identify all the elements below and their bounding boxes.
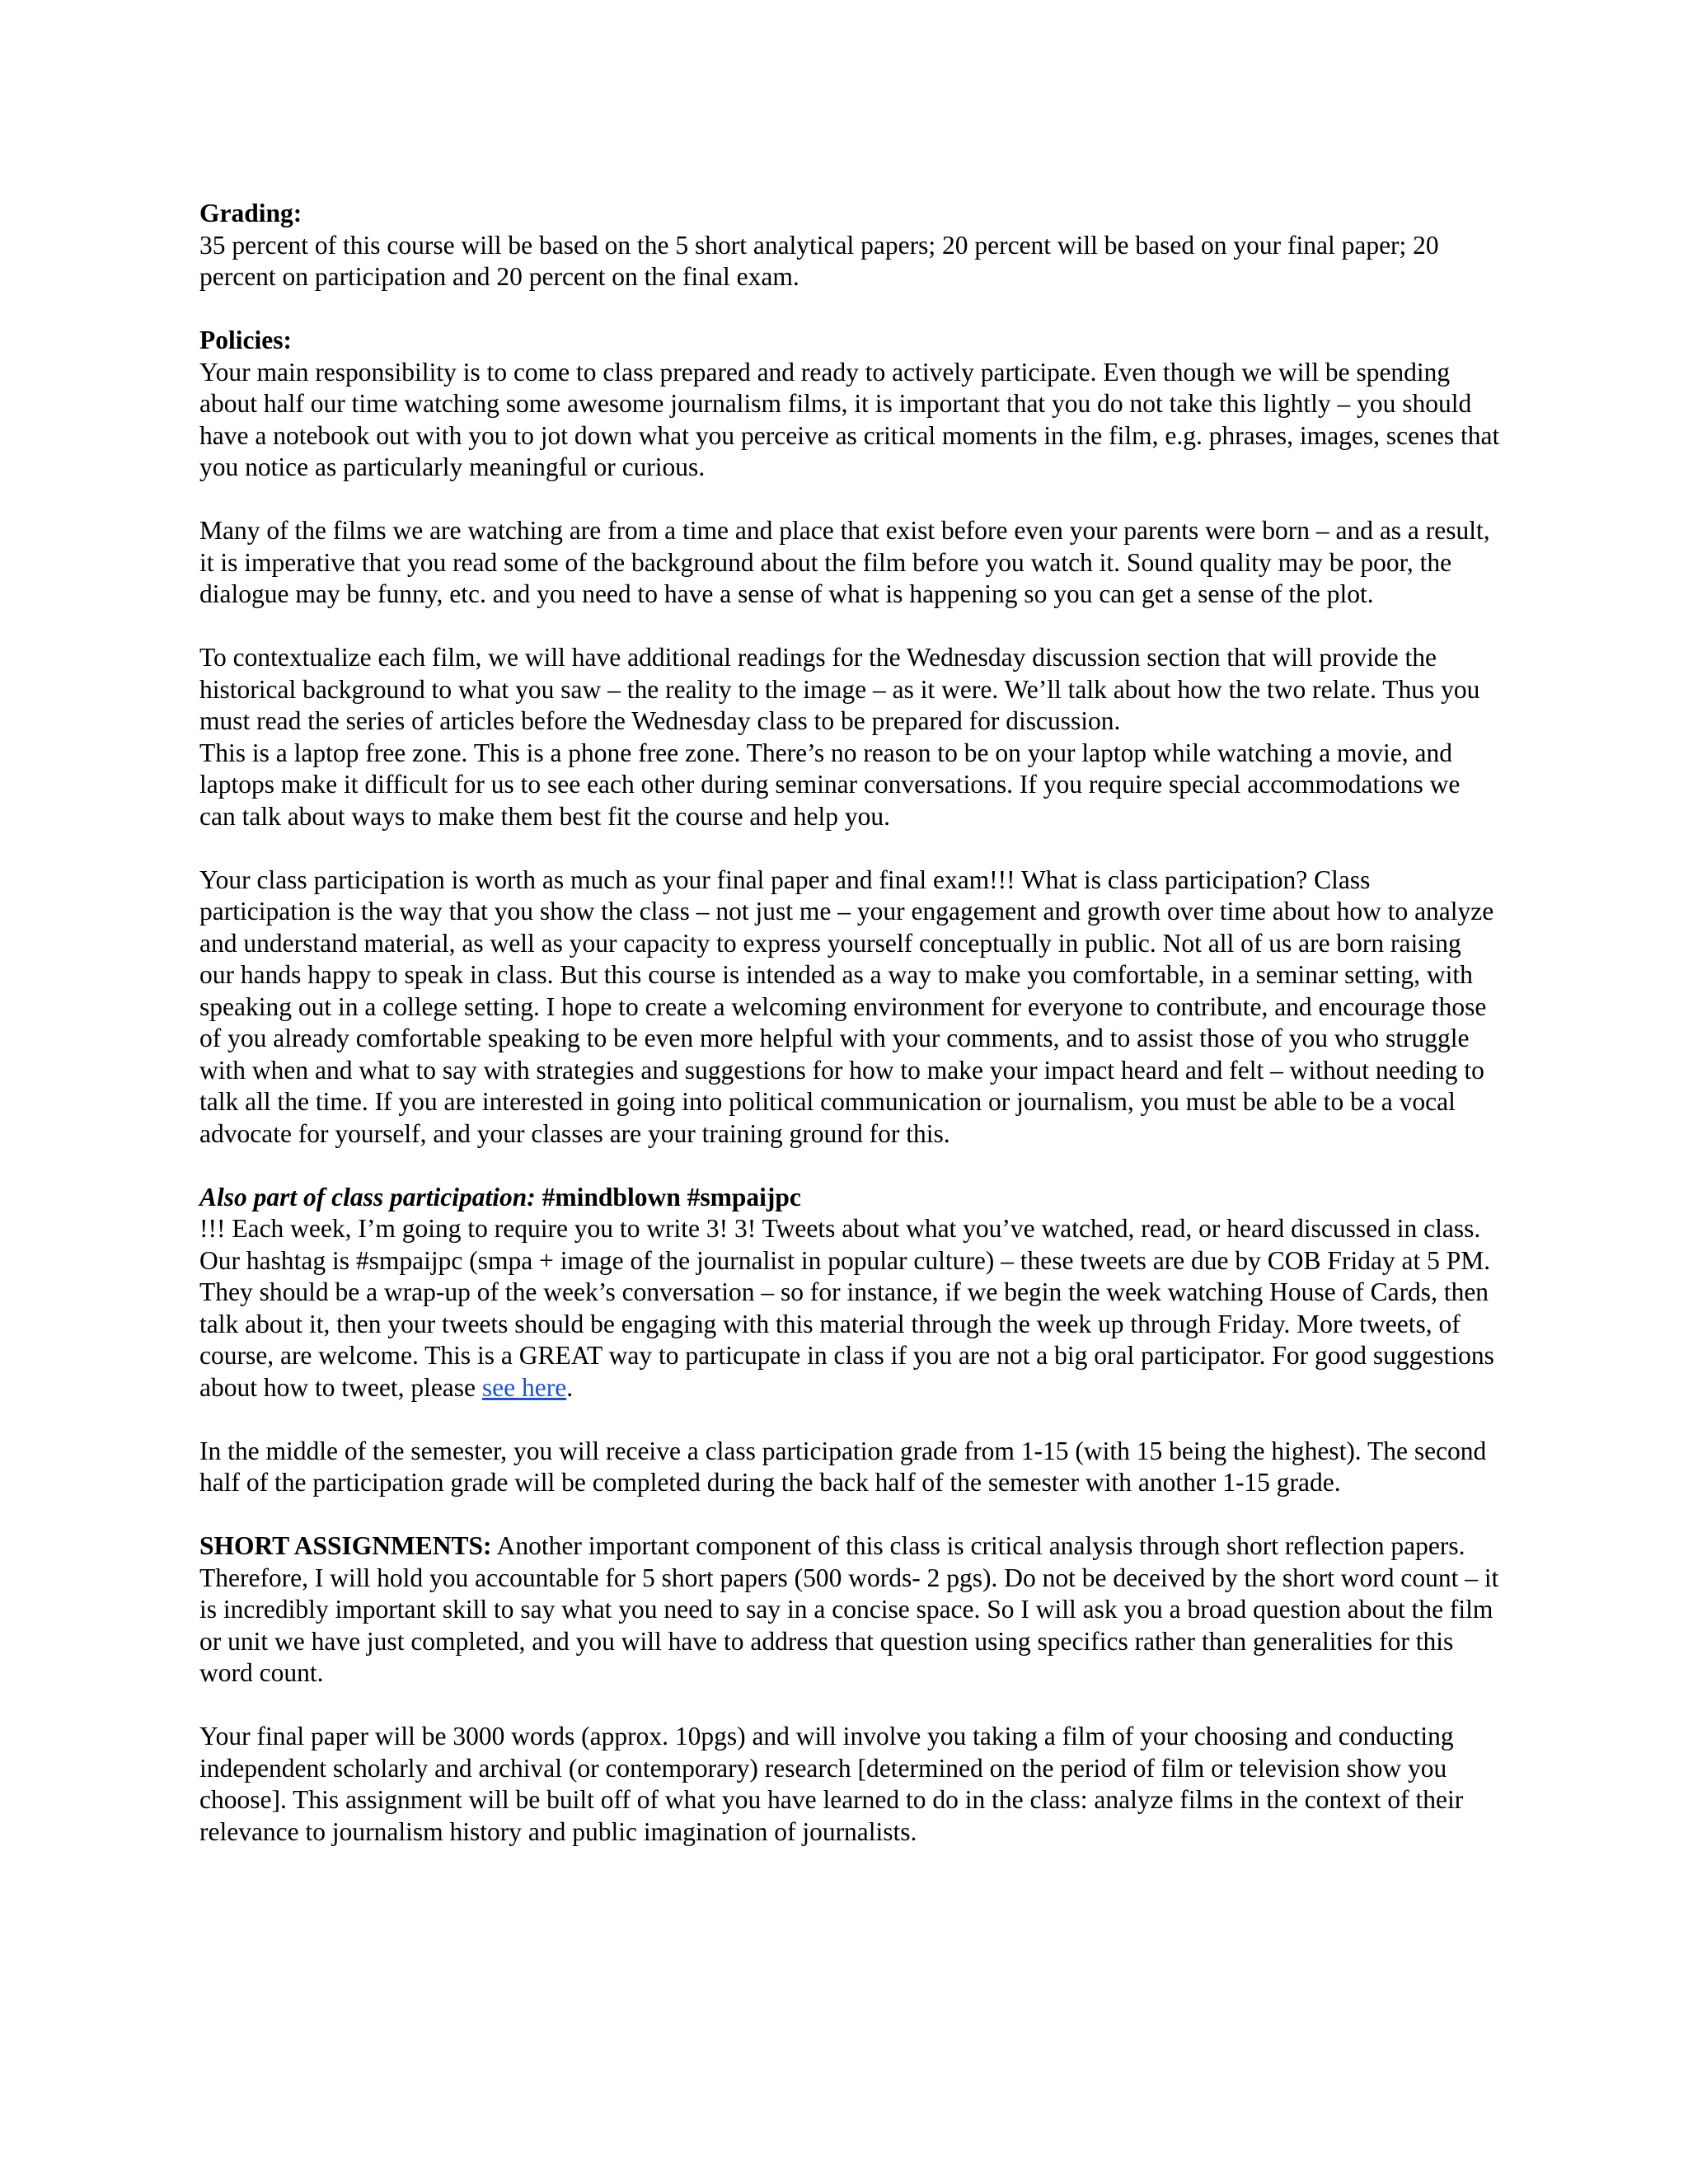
- participation-tweets-text: !!! Each week, I’m going to require you to write 3! 3! Tweets about what you’ve watched, read, or heard discussed in class. Our hashtag is #smpaijpc (smpa + image of the journalist in popular culture) – these tweets are due by COB Friday at 5 PM. They should be a wrap-up of the week’s conversation – so for instance, if we begin the week watching House of Cards, then talk about it, then your tweets should be engaging with this material through the week up through Friday. More tweets, of course, are welcome. This is a GREAT way to particupate in class if you are not a big oral participator. For good suggestions about how to tweet, please: [199, 1214, 1494, 1402]
- grading-text: 35 percent of this course will be based on the 5 short analytical papers; 20 percent will be based on your final paper; 20 percent on participation and 20 percent on the final exam.: [199, 230, 1439, 291]
- short-assignments-heading: SHORT ASSIGNMENTS:: [199, 1531, 492, 1560]
- grading-heading: Grading:: [199, 199, 302, 227]
- short-assignments-text: Another important component of this class is critical analysis through short reflection papers. Therefore, I will hold you accountable for 5 short papers (500 words- 2 pgs). Do not be deceived by the short word count – it is incredibly important skill to say what you need to say in a concise space. So I will ask you a broad question about the film or unit we have just completed, and you will have to address that question using specifics rather than generalities for this word count.: [199, 1531, 1499, 1687]
- participation-heading: [199, 1182, 1502, 1214]
- participation-hashtags: #mindblown #smpaijpc: [542, 1182, 801, 1212]
- syllabus-page: [199, 198, 1502, 1848]
- short-assignments-paragraph: [199, 1530, 1502, 1690]
- see-here-link[interactable]: see here: [481, 1372, 567, 1402]
- policies-paragraph-laptop-free: This is a laptop free zone. This is a phone free zone. There’s no reason to be on your laptop while watching a movie, and laptops make it difficult for us to see each other during seminar conversations. If you require special accommodations we can talk about ways to make them best fit the course and help you.: [199, 738, 1461, 831]
- participation-heading-italic: Also part of class participation:: [199, 1182, 536, 1212]
- policies-heading: Policies:: [199, 326, 292, 354]
- policies-paragraph-readings: To contextualize each film, we will have additional readings for the Wednesday discussion section that will provide the historical background to what you saw – the reality to the image – as it were. We’ll talk about how the two relate. Thus you must read the series of articles before the Wednesday class to be prepared for discussion.: [199, 643, 1480, 735]
- participation-grade-paragraph: In the middle of the semester, you will receive a class participation grade from 1-15 (with 15 being the highest). The second half of the participation grade will be completed during the back half of the semester with another 1-15 grade.: [199, 1436, 1487, 1497]
- policies-paragraph-participation: Your class participation is worth as much as your final paper and final exam!!! What is class participation? Class participation is the way that you show the class – not just me – your engagement and growth over time about how to analyze and understand material, as well as your capacity to express yourself conceptually in public. Not all of us are born raising our hands happy to speak in class. But this course is intended as a way to make you comfortable, in a seminar setting, with speaking out in a college setting. I hope to create a welcoming environment for everyone to contribute, and encourage those of you already comfortable speaking to be even more helpful with your comments, and to assist those of you who struggle with when and what to say with strategies and suggestions for how to make your impact heard and felt – without needing to talk all the time. If you are interested in going into political communication or journalism, you must be able to be a vocal advocate for yourself, and your classes are your training ground for this.: [199, 865, 1494, 1148]
- final-paper-paragraph: Your final paper will be 3000 words (approx. 10pgs) and will involve you taking a film of your choosing and conducting independent scholarly and archival (or contemporary) research [determined on the period of film or television show you choose]. This assignment will be built off of what you have learned to do in the class: analyze films in the context of their relevance to journalism history and public imagination of journalists.: [199, 1722, 1464, 1846]
- participation-tweets-text-end: .: [566, 1372, 574, 1402]
- participation-tweets-paragraph: [199, 1213, 1502, 1404]
- policies-paragraph-background: Many of the films we are watching are from a time and place that exist before even your parents were born – and as a result, it is imperative that you read some of the background about the film before you watch it. Sound quality may be poor, the dialogue may be funny, etc. and you need to have a sense of what is happening so you can get a sense of the plot.: [199, 516, 1490, 608]
- policies-paragraph-responsibility: Your main responsibility is to come to class prepared and ready to actively participate. Even though we will be spending about half our time watching some awesome journalism films, it is important that you do not take this lightly – you should have a notebook out with you to jot down what you perceive as critical moments in the film, e.g. phrases, images, scenes that you notice as particularly meaningful or curious.: [199, 357, 1500, 481]
